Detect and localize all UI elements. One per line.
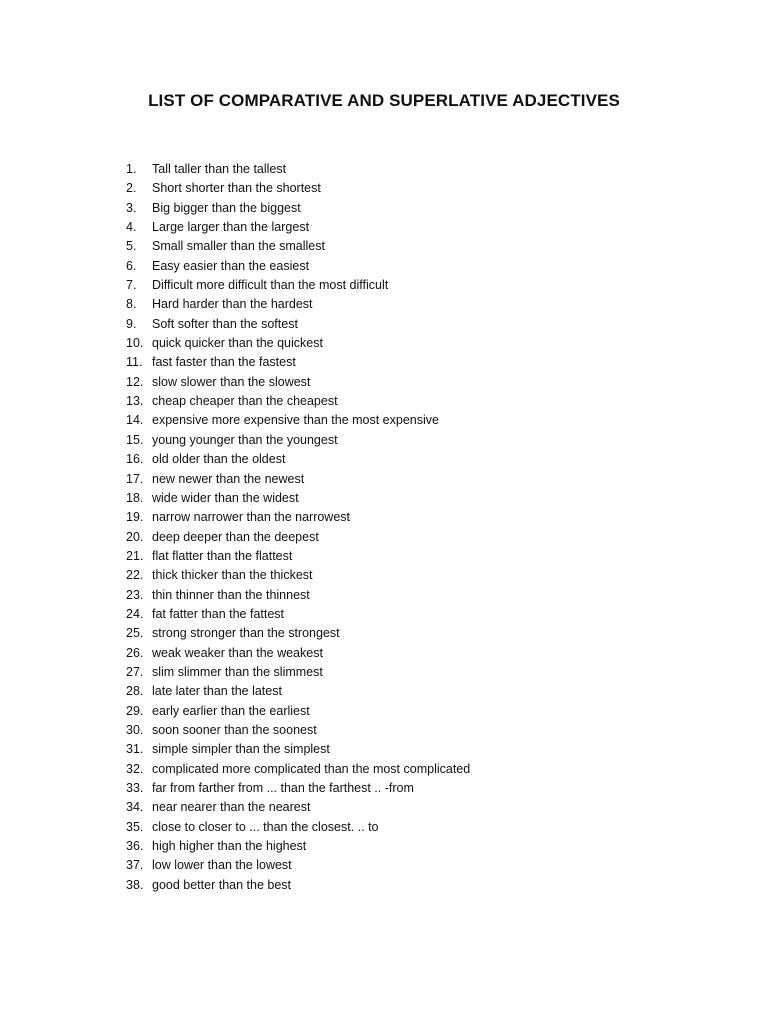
list-item-number: 10. [126,336,144,351]
list-item [126,470,470,489]
list-item-number: 8. [126,297,137,312]
list-item-text: young younger than the youngest [152,432,338,447]
list-item [126,566,470,585]
list-item [126,586,470,605]
list-item [126,682,470,701]
list-item-text: good better than the best [152,877,291,892]
list-item-number: 32. [126,761,144,776]
list-item [126,237,470,256]
list-item [126,315,470,334]
list-item-text: flat flatter than the flattest [152,548,293,563]
list-item [126,508,470,527]
list-item-text: Big bigger than the biggest [152,200,301,215]
list-item-text: wide wider than the widest [152,490,299,505]
list-item-text: far from farther from ... than the farthest .. -from [152,781,414,795]
list-item-text: complicated more complicated than the most complicated [152,761,471,776]
list-item [126,373,470,392]
list-item [126,876,470,895]
list-item [126,644,470,663]
list-item [126,624,470,643]
list-item-text: weak weaker than the weakest [152,645,323,660]
list-item [126,798,470,817]
list-item [126,431,470,450]
list-item [126,818,470,837]
list-item-number: 37. [126,858,144,873]
list-item-number: 35. [126,819,144,834]
list-item [126,605,470,624]
list-item-text: thick thicker than the thickest [152,568,313,583]
list-item-number: 38. [126,877,144,892]
list-item [126,779,470,798]
list-item-text: slow slower than the slowest [152,374,311,389]
list-item [126,740,470,759]
list-item-number: 9. [126,316,137,331]
list-item [126,392,470,411]
list-item [126,547,470,566]
list-item-text: fat fatter than the fattest [152,606,285,621]
list-item [126,760,470,779]
list-item-text: Small smaller than the smallest [152,239,325,254]
list-item-number: 29. [126,703,144,718]
list-item-text: near nearer than the nearest [152,800,311,815]
list-item-number: 23. [126,587,144,602]
list-item-number: 5. [126,239,137,254]
list-item [126,489,470,508]
list-item-text: quick quicker than the quickest [152,336,323,351]
list-item [126,528,470,547]
list-item-text: fast faster than the fastest [152,355,296,370]
list-item-number: 20. [126,529,144,544]
list-item [126,276,470,295]
list-item-number: 34. [126,800,144,815]
list-item-text: cheap cheaper than the cheapest [152,394,338,409]
list-item [126,179,470,198]
list-item [126,411,470,430]
list-item-number: 21. [126,548,144,563]
list-item-text: low lower than the lowest [152,858,292,873]
list-item-text: old older than the oldest [152,452,286,467]
list-item-number: 27. [126,664,144,679]
list-item [126,334,470,353]
list-item-number: 12. [126,374,144,389]
list-item [126,160,470,179]
list-item-number: 31. [126,742,144,757]
list-item [126,702,470,721]
list-item-number: 2. [126,181,137,196]
list-item-text: Soft softer than the softest [152,316,298,331]
list-item-number: 4. [126,220,137,235]
list-item-text: late later than the latest [152,684,282,699]
list-item [126,450,470,469]
list-item-number: 6. [126,258,137,273]
list-item-number: 28. [126,684,144,699]
list-item-text: close to closer to ... than the closest. .. to [152,819,379,834]
list-item-number: 25. [126,626,144,641]
list-item-text: deep deeper than the deepest [152,529,319,544]
list-item-text: Hard harder than the hardest [152,297,313,312]
list-item [126,257,470,276]
list-item [126,721,470,740]
list-item-number: 24. [126,606,144,621]
list-item-number: 1. [126,162,137,176]
list-item-text: Tall taller than the tallest [152,162,287,176]
list-item-number: 30. [126,722,144,737]
list-item-number: 16. [126,452,144,467]
document-title: LIST OF COMPARATIVE AND SUPERLATIVE ADJECTIVES [148,91,620,110]
list-item-text: simple simpler than the simplest [152,742,330,757]
list-item-number: 22. [126,568,144,583]
list-item-number: 18. [126,490,144,505]
list-item-text: strong stronger than the strongest [152,626,340,641]
list-item [126,837,470,856]
list-item-text: early earlier than the earliest [152,703,310,718]
list-item-text: expensive more expensive than the most expensive [152,413,439,428]
list-item [126,199,470,218]
list-item-text: Difficult more difficult than the most difficult [152,278,389,293]
list-item-number: 3. [126,200,137,215]
adjective-list [126,160,470,895]
list-item [126,856,470,875]
list-item [126,663,470,682]
list-item-text: Easy easier than the easiest [152,258,310,273]
list-item-number: 7. [126,278,137,293]
list-item-number: 33. [126,781,144,795]
list-item-number: 15. [126,432,144,447]
list-item-text: narrow narrower than the narrowest [152,510,351,525]
list-item-number: 19. [126,510,144,525]
list-item-text: thin thinner than the thinnest [152,587,310,602]
list-item-number: 14. [126,413,144,428]
list-item-text: Short shorter than the shortest [152,181,321,196]
list-item-text: high higher than the highest [152,839,307,854]
list-item-number: 11. [126,355,143,370]
list-item-number: 36. [126,839,144,854]
list-item [126,353,470,372]
list-item-number: 17. [126,471,144,486]
list-item [126,295,470,314]
list-item-text: Large larger than the largest [152,220,310,235]
list-item-text: soon sooner than the soonest [152,722,317,737]
list-item-number: 13. [126,394,144,409]
list-item-number: 26. [126,645,144,660]
list-item [126,218,470,237]
list-item-text: new newer than the newest [152,471,305,486]
list-item-text: slim slimmer than the slimmest [152,664,323,679]
